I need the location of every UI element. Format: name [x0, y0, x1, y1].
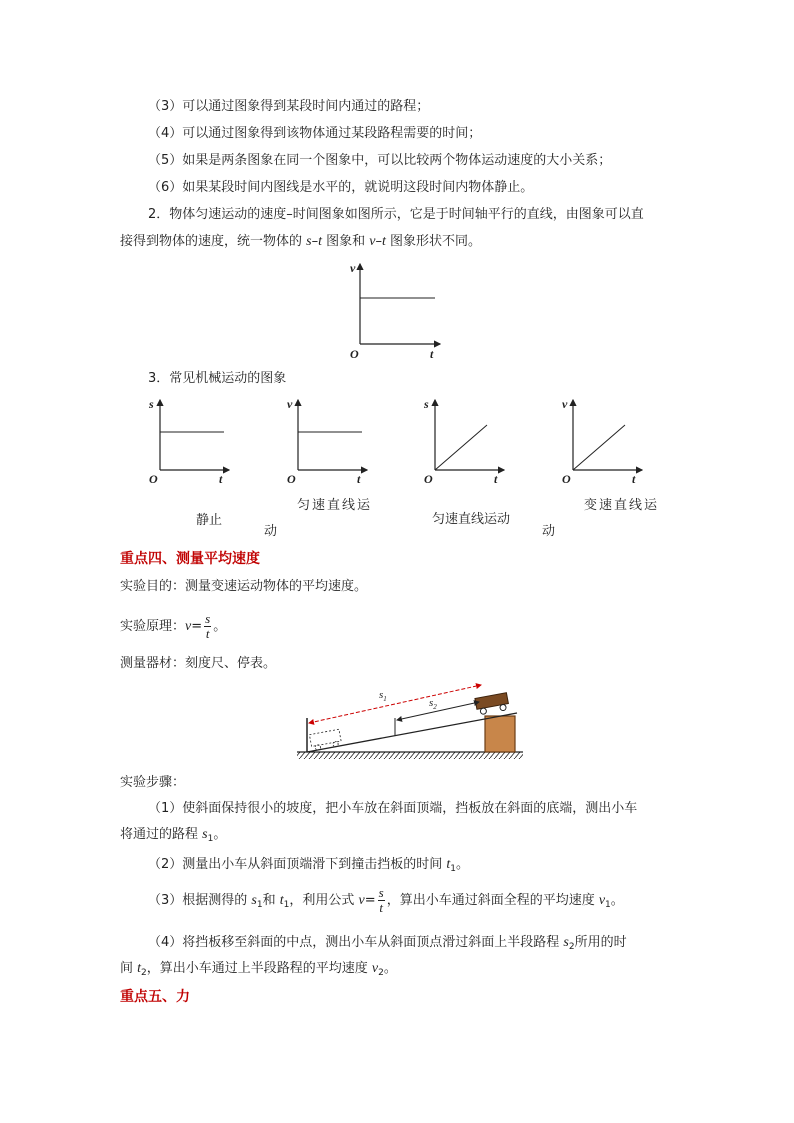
cart-end-position — [309, 729, 342, 751]
graph-variable-vt — [560, 395, 645, 485]
incline-diagram — [295, 680, 525, 765]
caption-uniform-line2: 动 — [264, 524, 280, 539]
svg-text:t: t — [632, 472, 636, 486]
caption-variable-line2: 动 — [542, 524, 558, 539]
svg-text:O: O — [424, 472, 433, 486]
svg-text:t: t — [357, 472, 361, 486]
caption-uniform-line1: 匀速直线运 — [297, 498, 373, 513]
cart — [475, 693, 510, 716]
caption-variable-line1: 变速直线运 — [584, 498, 660, 513]
list-item-6: （6）如果某段时间内图线是水平的，就说明这段时间内物体静止。 — [148, 180, 534, 195]
caption-static: 静止 — [196, 513, 223, 528]
svg-text:v: v — [287, 397, 293, 411]
section4-heading: 重点四、测量平均速度 — [120, 551, 260, 567]
caption-uniform-st: 匀速直线运动 — [432, 512, 511, 527]
s2-arrow — [397, 702, 479, 720]
step1-line2: 将通过的路程 $s_1$。 — [120, 827, 227, 844]
ground-hatch — [297, 752, 523, 759]
experiment-purpose: 实验目的：测量变速运动物体的平均速度。 — [120, 579, 368, 594]
svg-text:O: O — [149, 472, 158, 486]
step1-line1: （1）使斜面保持很小的坡度，把小车放在斜面顶端，挡板放在斜面的底端，测出小车 — [148, 801, 638, 816]
list-item-5: （5）如果是两条图象在同一个图象中，可以比较两个物体运动速度的大小关系； — [148, 153, 612, 168]
section2-line1: 2．物体匀速运动的速度–时间图象如图所示，它是于时间轴平行的直线，由图象可以直 — [148, 207, 644, 222]
velocity-line — [573, 425, 625, 470]
section2-line2: 接得到物体的速度，统一物体的 s–t 图象和 v–t 图象形状不同。 — [120, 234, 481, 249]
support-block — [485, 716, 515, 752]
section3-heading: 3．常见机械运动的图象 — [148, 371, 287, 386]
graph-uniform-vt — [285, 395, 370, 485]
experiment-principle: 实验原理：v= $\frac{s}{t}$ 。 — [120, 611, 227, 641]
section5-heading: 重点五、力 — [120, 989, 190, 1005]
svg-text:s: s — [149, 397, 154, 411]
step4-line2: 间 $t_2$，算出小车通过上半段路程的平均速度 $v_2$。 — [120, 961, 397, 978]
s1-label: $s_1$ — [379, 689, 387, 703]
svg-text:s: s — [424, 397, 429, 411]
step4-line1: （4）将挡板移至斜面的中点，测出小车从斜面顶点滑过斜面上半段路程 $s_2$所用的时 — [148, 935, 627, 952]
step3: （3）根据测得的 $s_1$和 $t_1$，利用公式 v= $\frac{s}{t}$ ，算出小车通过斜面全程的平均速度 $v_1$。 — [148, 885, 624, 915]
s2-label: $s_2$ — [429, 697, 437, 711]
steps-label: 实验步骤： — [120, 775, 186, 790]
list-item-4: （4）可以通过图象得到该物体通过某段路程需要的时间； — [148, 126, 482, 141]
graph-static — [147, 395, 232, 485]
graph-uniform-st — [422, 395, 507, 485]
experiment-equipment: 测量器材：刻度尺、停表。 — [120, 656, 277, 671]
svg-text:O: O — [562, 472, 571, 486]
svg-text:O: O — [287, 472, 296, 486]
origin-label: O — [350, 347, 359, 361]
y-axis-label: v — [350, 261, 356, 275]
step2: （2）测量出小车从斜面顶端滑下到撞击挡板的时间 $t_1$。 — [148, 857, 470, 874]
svg-text:t: t — [219, 472, 223, 486]
svg-text:v: v — [562, 397, 568, 411]
x-axis-label: t — [430, 347, 434, 361]
position-line — [435, 425, 487, 470]
vt-graph — [340, 258, 450, 363]
svg-text:t: t — [494, 472, 498, 486]
s1-arrow — [309, 685, 481, 723]
list-item-3: （3）可以通过图象得到某段时间内通过的路程； — [148, 99, 430, 114]
